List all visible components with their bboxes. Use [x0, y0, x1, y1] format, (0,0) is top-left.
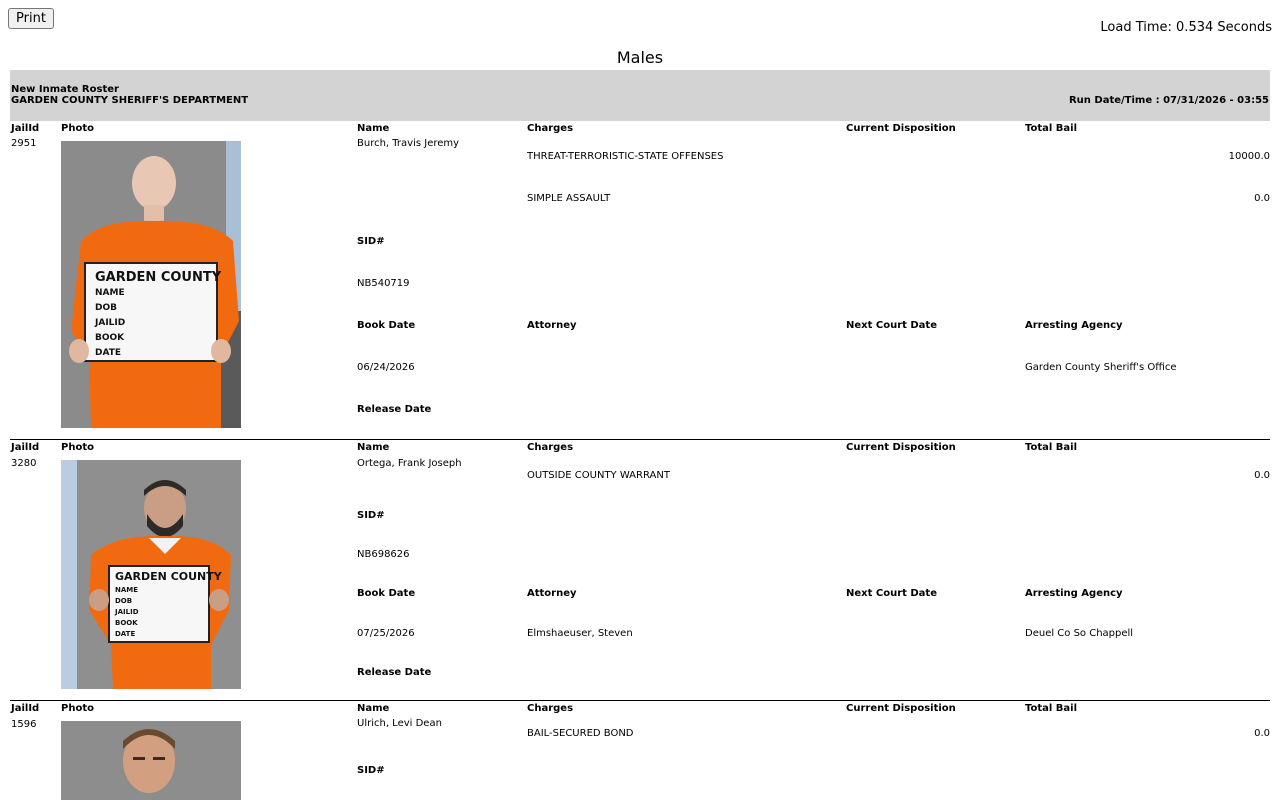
attorney-label: Attorney — [527, 588, 577, 599]
inmate-photo — [61, 721, 241, 800]
svg-text:DATE: DATE — [115, 630, 136, 638]
photo-label: Photo — [61, 442, 94, 453]
current-disposition-label: Current Disposition — [846, 123, 956, 134]
attorney-label: Attorney — [527, 320, 577, 331]
bail-amount: 10000.0 — [1228, 151, 1270, 162]
next-court-date-label: Next Court Date — [846, 320, 937, 331]
svg-text:DATE: DATE — [95, 348, 122, 358]
load-time: Load Time: 0.534 Seconds — [1100, 20, 1272, 35]
name-label: Name — [357, 442, 390, 453]
print-button[interactable]: Print — [8, 8, 54, 29]
charge-item: OUTSIDE COUNTY WARRANT — [527, 470, 670, 481]
svg-text:GARDEN COUNTY: GARDEN COUNTY — [115, 570, 222, 583]
jail-id-label: JailId — [11, 703, 40, 714]
run-datetime: Run Date/Time : 07/31/2026 - 03:55 — [1068, 95, 1269, 106]
charge-item: THREAT-TERRORISTIC-STATE OFFENSES — [527, 151, 724, 162]
charge-item: BAIL-SECURED BOND — [527, 728, 634, 739]
inmate-photo — [61, 460, 241, 689]
sid-label: SID# — [357, 765, 385, 776]
record-separator — [10, 700, 1270, 701]
book-date: 06/24/2026 — [357, 362, 415, 373]
name-label: Name — [357, 703, 390, 714]
bail-amount: 0.0 — [1254, 193, 1270, 204]
department-name: GARDEN COUNTY SHERIFF'S DEPARTMENT — [11, 95, 249, 106]
photo-label: Photo — [61, 703, 94, 714]
arresting-agency: Deuel Co So Chappell — [1025, 628, 1134, 639]
svg-text:JAILID: JAILID — [115, 608, 139, 616]
report-title: New Inmate Roster — [11, 84, 119, 95]
svg-text:DOB: DOB — [95, 303, 117, 313]
inmate-record — [10, 442, 1270, 697]
current-disposition-label: Current Disposition — [846, 703, 956, 714]
release-date-label: Release Date — [357, 404, 432, 415]
charge-item: SIMPLE ASSAULT — [527, 193, 611, 204]
charges-label: Charges — [527, 703, 574, 714]
charges-label: Charges — [527, 123, 574, 134]
arresting-agency: Garden County Sheriff's Office — [1025, 362, 1177, 373]
record-separator — [10, 439, 1270, 440]
svg-text:JAILID: JAILID — [95, 318, 126, 328]
total-bail-label: Total Bail — [1025, 123, 1078, 134]
inmate-record — [10, 703, 1270, 800]
current-disposition-label: Current Disposition — [846, 442, 956, 453]
svg-text:DOB: DOB — [115, 597, 133, 605]
report-header — [10, 70, 1270, 121]
inmate-name: Burch, Travis Jeremy — [357, 138, 460, 149]
book-date: 07/25/2026 — [357, 628, 415, 639]
inmate-photo — [61, 141, 241, 428]
total-bail-label: Total Bail — [1025, 442, 1078, 453]
next-court-date-label: Next Court Date — [846, 588, 937, 599]
total-bail-label: Total Bail — [1025, 703, 1078, 714]
inmate-name: Ulrich, Levi Dean — [357, 718, 442, 729]
arresting-agency-label: Arresting Agency — [1025, 320, 1123, 331]
svg-text:NAME: NAME — [95, 288, 125, 298]
section-title: Males — [616, 48, 664, 67]
bail-amount: 0.0 — [1254, 728, 1270, 739]
inmate-record — [10, 123, 1270, 433]
book-date-label: Book Date — [357, 320, 416, 331]
sid-label: SID# — [357, 510, 385, 521]
jail-id: 2951 — [11, 138, 37, 149]
book-date-label: Book Date — [357, 588, 416, 599]
arresting-agency-label: Arresting Agency — [1025, 588, 1123, 599]
name-label: Name — [357, 123, 390, 134]
report-header-left — [11, 84, 248, 106]
svg-text:BOOK: BOOK — [95, 333, 125, 343]
photo-label: Photo — [61, 123, 94, 134]
svg-text:BOOK: BOOK — [115, 619, 138, 627]
charges-label: Charges — [527, 442, 574, 453]
sid-value: NB540719 — [357, 278, 410, 289]
jail-id: 3280 — [11, 458, 37, 469]
inmate-name: Ortega, Frank Joseph — [357, 458, 462, 469]
svg-text:GARDEN COUNTY: GARDEN COUNTY — [95, 270, 222, 285]
release-date-label: Release Date — [357, 667, 432, 678]
jail-id: 1596 — [11, 719, 37, 730]
attorney: Elmshaeuser, Steven — [527, 628, 633, 639]
jail-id-label: JailId — [11, 442, 40, 453]
svg-text:NAME: NAME — [115, 586, 139, 594]
sid-value: NB698626 — [357, 549, 410, 560]
bail-amount: 0.0 — [1254, 470, 1270, 481]
sid-label: SID# — [357, 236, 385, 247]
jail-id-label: JailId — [11, 123, 40, 134]
